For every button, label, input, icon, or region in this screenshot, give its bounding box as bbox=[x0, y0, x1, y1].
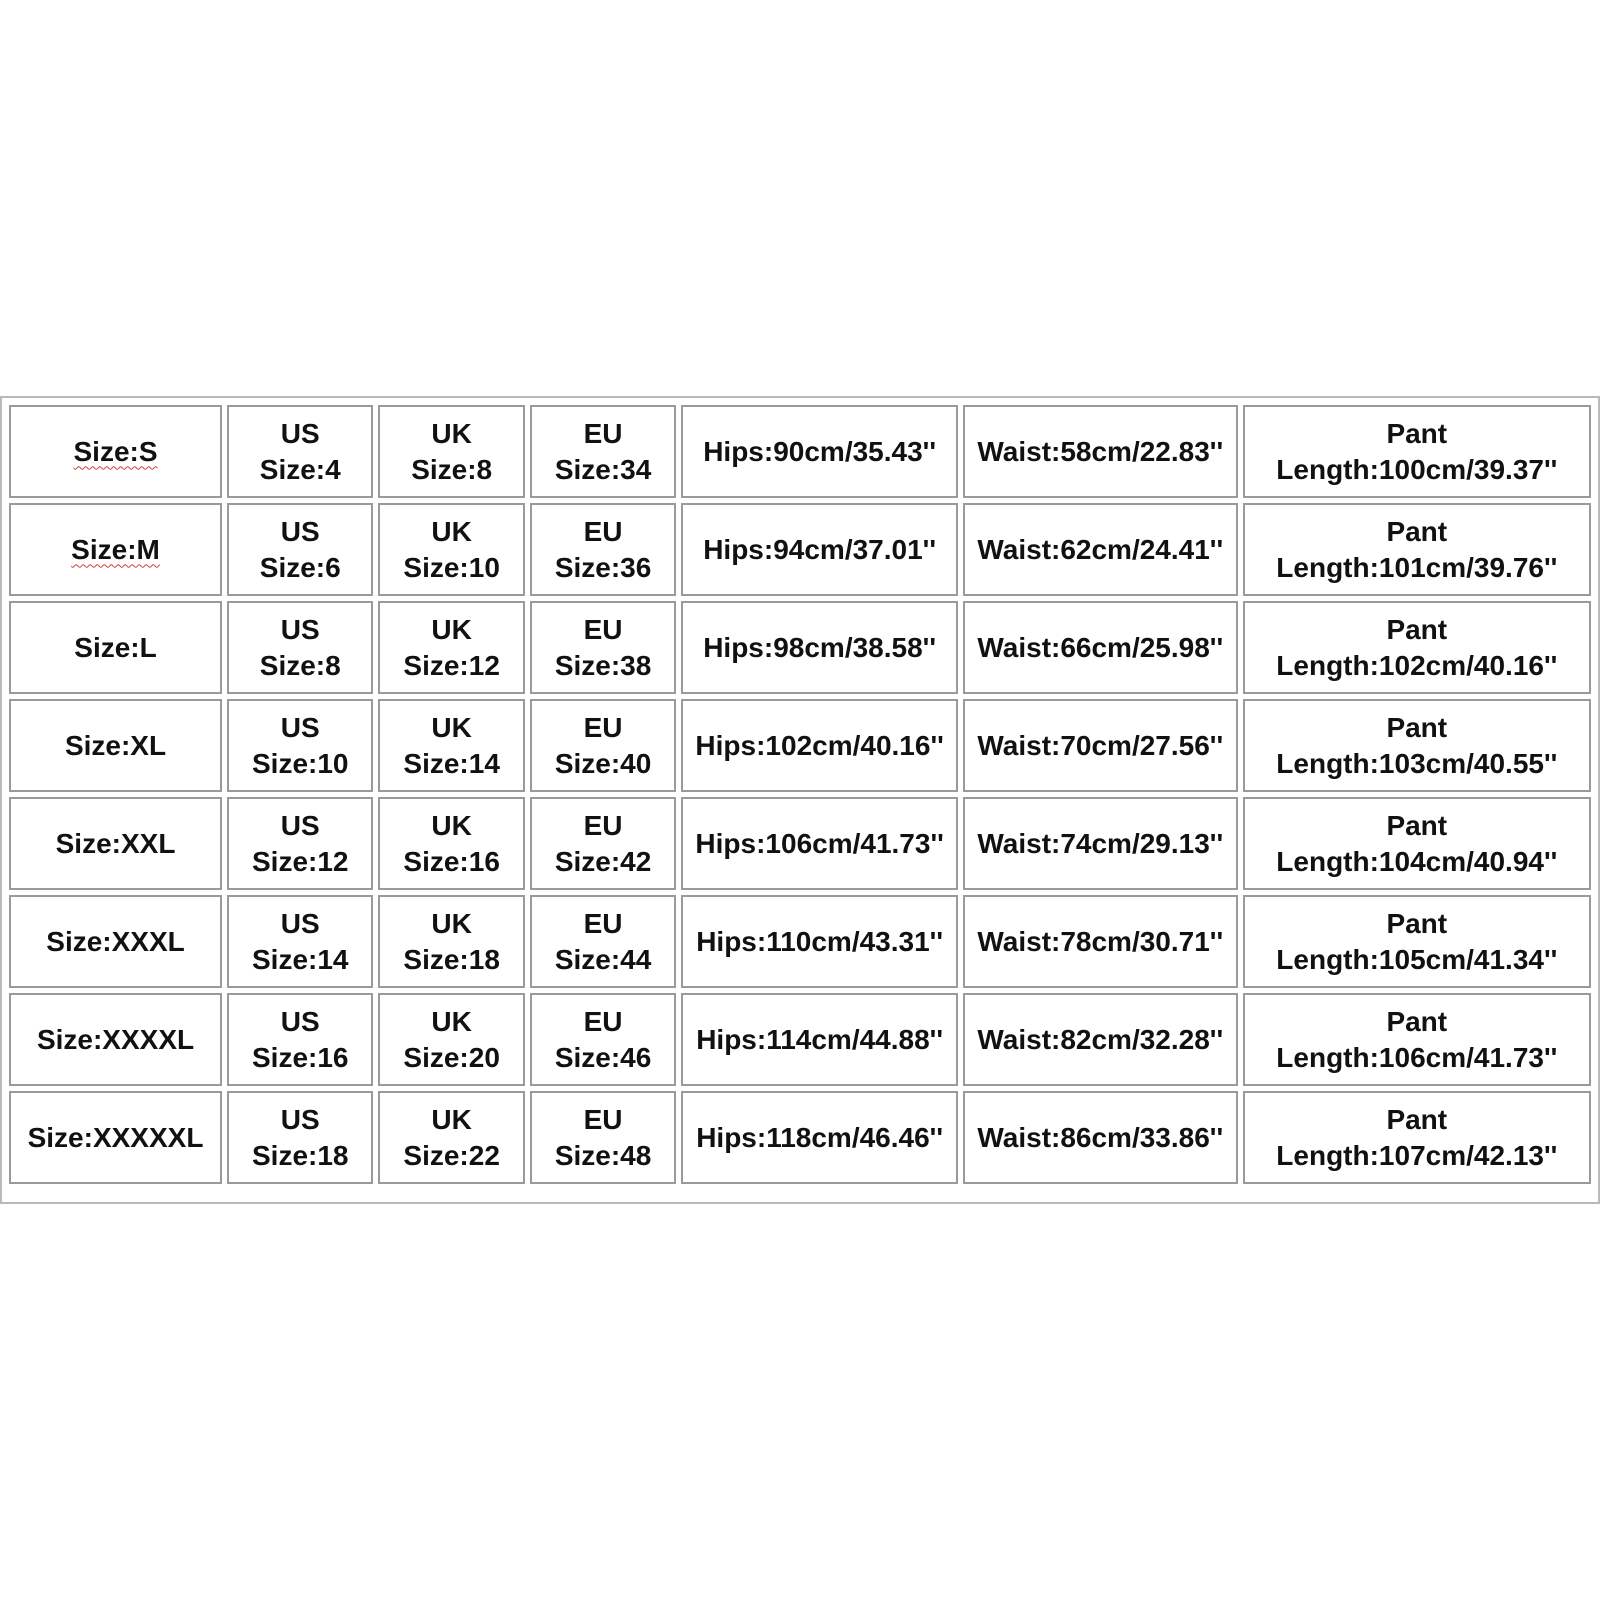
table-row bbox=[9, 1091, 1591, 1184]
hips-cell: Hips:110cm/43.31'' bbox=[681, 895, 958, 988]
waist-cell: Waist:62cm/24.41'' bbox=[963, 503, 1238, 596]
us-size-cell: US Size:16 bbox=[227, 993, 373, 1086]
uk-size-cell: UK Size:18 bbox=[378, 895, 524, 988]
size-cell: Size:XXXXXL bbox=[9, 1091, 222, 1184]
hips-cell: Hips:102cm/40.16'' bbox=[681, 699, 958, 792]
table-row bbox=[9, 601, 1591, 694]
uk-size-cell: UK Size:12 bbox=[378, 601, 524, 694]
size-cell bbox=[9, 405, 222, 498]
eu-size-cell: EU Size:48 bbox=[530, 1091, 676, 1184]
waist-cell: Waist:78cm/30.71'' bbox=[963, 895, 1238, 988]
hips-cell: Hips:118cm/46.46'' bbox=[681, 1091, 958, 1184]
size-chart-body bbox=[9, 405, 1591, 1184]
pant-length-cell: Pant Length:106cm/41.73'' bbox=[1243, 993, 1591, 1086]
waist-cell: Waist:66cm/25.98'' bbox=[963, 601, 1238, 694]
table-row bbox=[9, 503, 1591, 596]
hips-cell: Hips:90cm/35.43'' bbox=[681, 405, 958, 498]
pant-length-cell: Pant Length:104cm/40.94'' bbox=[1243, 797, 1591, 890]
pant-length-cell: Pant Length:100cm/39.37'' bbox=[1243, 405, 1591, 498]
eu-size-cell: EU Size:40 bbox=[530, 699, 676, 792]
table-row bbox=[9, 797, 1591, 890]
uk-size-cell: UK Size:20 bbox=[378, 993, 524, 1086]
hips-cell: Hips:94cm/37.01'' bbox=[681, 503, 958, 596]
pant-length-cell: Pant Length:102cm/40.16'' bbox=[1243, 601, 1591, 694]
size-chart-frame bbox=[0, 396, 1600, 1204]
us-size-cell: US Size:10 bbox=[227, 699, 373, 792]
hips-cell: Hips:114cm/44.88'' bbox=[681, 993, 958, 1086]
eu-size-cell: EU Size:38 bbox=[530, 601, 676, 694]
table-row bbox=[9, 993, 1591, 1086]
eu-size-cell: EU Size:42 bbox=[530, 797, 676, 890]
waist-cell: Waist:82cm/32.28'' bbox=[963, 993, 1238, 1086]
uk-size-cell: UK Size:16 bbox=[378, 797, 524, 890]
eu-size-cell: EU Size:36 bbox=[530, 503, 676, 596]
size-cell: Size:XXL bbox=[9, 797, 222, 890]
size-chart-table bbox=[4, 400, 1596, 1189]
table-row bbox=[9, 699, 1591, 792]
size-cell: Size:XXXXL bbox=[9, 993, 222, 1086]
uk-size-cell: UK Size:10 bbox=[378, 503, 524, 596]
pant-length-cell: Pant Length:105cm/41.34'' bbox=[1243, 895, 1591, 988]
us-size-cell: US Size:4 bbox=[227, 405, 373, 498]
eu-size-cell: EU Size:34 bbox=[530, 405, 676, 498]
eu-size-cell: EU Size:46 bbox=[530, 993, 676, 1086]
uk-size-cell: UK Size:22 bbox=[378, 1091, 524, 1184]
size-cell: Size:XXXL bbox=[9, 895, 222, 988]
waist-cell: Waist:74cm/29.13'' bbox=[963, 797, 1238, 890]
size-cell bbox=[9, 503, 222, 596]
us-size-cell: US Size:6 bbox=[227, 503, 373, 596]
us-size-cell: US Size:8 bbox=[227, 601, 373, 694]
hips-cell: Hips:106cm/41.73'' bbox=[681, 797, 958, 890]
size-cell: Size:XL bbox=[9, 699, 222, 792]
pant-length-cell: Pant Length:107cm/42.13'' bbox=[1243, 1091, 1591, 1184]
table-row bbox=[9, 895, 1591, 988]
waist-cell: Waist:70cm/27.56'' bbox=[963, 699, 1238, 792]
size-label: Size:M bbox=[71, 533, 160, 565]
size-label: Size:S bbox=[73, 435, 158, 467]
uk-size-cell: UK Size:14 bbox=[378, 699, 524, 792]
hips-cell: Hips:98cm/38.58'' bbox=[681, 601, 958, 694]
uk-size-cell: UK Size:8 bbox=[378, 405, 524, 498]
size-cell: Size:L bbox=[9, 601, 222, 694]
us-size-cell: US Size:14 bbox=[227, 895, 373, 988]
pant-length-cell: Pant Length:103cm/40.55'' bbox=[1243, 699, 1591, 792]
pant-length-cell: Pant Length:101cm/39.76'' bbox=[1243, 503, 1591, 596]
table-row bbox=[9, 405, 1591, 498]
waist-cell: Waist:58cm/22.83'' bbox=[963, 405, 1238, 498]
us-size-cell: US Size:12 bbox=[227, 797, 373, 890]
eu-size-cell: EU Size:44 bbox=[530, 895, 676, 988]
us-size-cell: US Size:18 bbox=[227, 1091, 373, 1184]
waist-cell: Waist:86cm/33.86'' bbox=[963, 1091, 1238, 1184]
